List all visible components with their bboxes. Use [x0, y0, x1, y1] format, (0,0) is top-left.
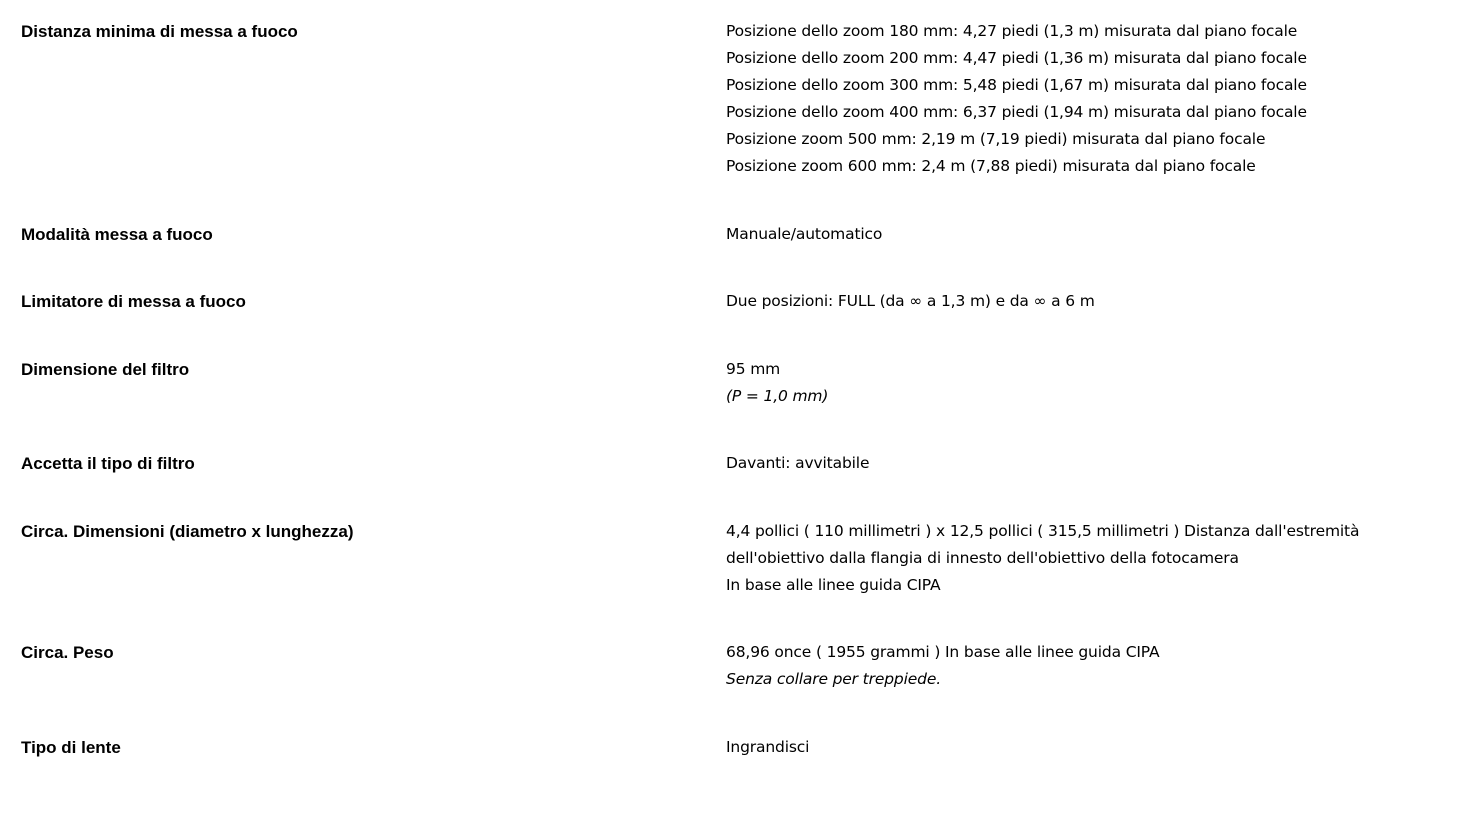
spec-value: [726, 518, 1446, 599]
spec-label: Circa. Peso: [21, 643, 114, 662]
spec-value: [726, 639, 1446, 693]
spec-value-line: 4,4 pollici ( 110 millimetri ) x 12,5 pollici ( 315,5 millimetri ) Distanza dall'estremità: [726, 522, 1360, 540]
spec-value: [726, 288, 1446, 315]
spec-value-line: Posizione zoom 600 mm: 2,4 m (7,88 piedi) misurata dal piano focale: [726, 157, 1256, 175]
spec-label: Modalità messa a fuoco: [21, 225, 213, 244]
spec-value-line: 68,96 once ( 1955 grammi ) In base alle linee guida CIPA: [726, 643, 1160, 661]
spec-value-line: In base alle linee guida CIPA: [726, 576, 941, 594]
spec-value: [726, 221, 1446, 248]
spec-value-line: Posizione dello zoom 400 mm: 6,37 piedi (1,94 m) misurata dal piano focale: [726, 103, 1307, 121]
spec-value-line: Ingrandisci: [726, 738, 810, 756]
spec-value-line: Posizione dello zoom 200 mm: 4,47 piedi (1,36 m) misurata dal piano focale: [726, 49, 1307, 67]
spec-value: [726, 356, 1446, 410]
spec-value: [726, 734, 1446, 761]
spec-value-line: (P = 1,0 mm): [726, 387, 829, 405]
spec-value-line: Posizione dello zoom 180 mm: 4,27 piedi (1,3 m) misurata dal piano focale: [726, 22, 1298, 40]
spec-value-line: Davanti: avvitabile: [726, 454, 870, 472]
spec-label: Distanza minima di messa a fuoco: [21, 22, 298, 41]
spec-value-line: dell'obiettivo dalla flangia di innesto dell'obiettivo della fotocamera: [726, 549, 1239, 567]
spec-value: [726, 450, 1446, 477]
spec-value-line: Senza collare per treppiede.: [726, 670, 941, 688]
spec-label: Accetta il tipo di filtro: [21, 454, 195, 473]
spec-label: Limitatore di messa a fuoco: [21, 292, 246, 311]
spec-label: Tipo di lente: [21, 738, 121, 757]
spec-value-line: Posizione dello zoom 300 mm: 5,48 piedi (1,67 m) misurata dal piano focale: [726, 76, 1307, 94]
spec-label: Circa. Dimensioni (diametro x lunghezza): [21, 522, 354, 541]
spec-value-line: Manuale/automatico: [726, 225, 883, 243]
spec-value-line: 95 mm: [726, 360, 781, 378]
spec-value-line: Due posizioni: FULL (da ∞ a 1,3 m) e da ∞ a 6 m: [726, 292, 1095, 310]
spec-label: Dimensione del filtro: [21, 360, 190, 379]
spec-value-line: Posizione zoom 500 mm: 2,19 m (7,19 piedi) misurata dal piano focale: [726, 130, 1266, 148]
spec-value: [726, 18, 1446, 180]
